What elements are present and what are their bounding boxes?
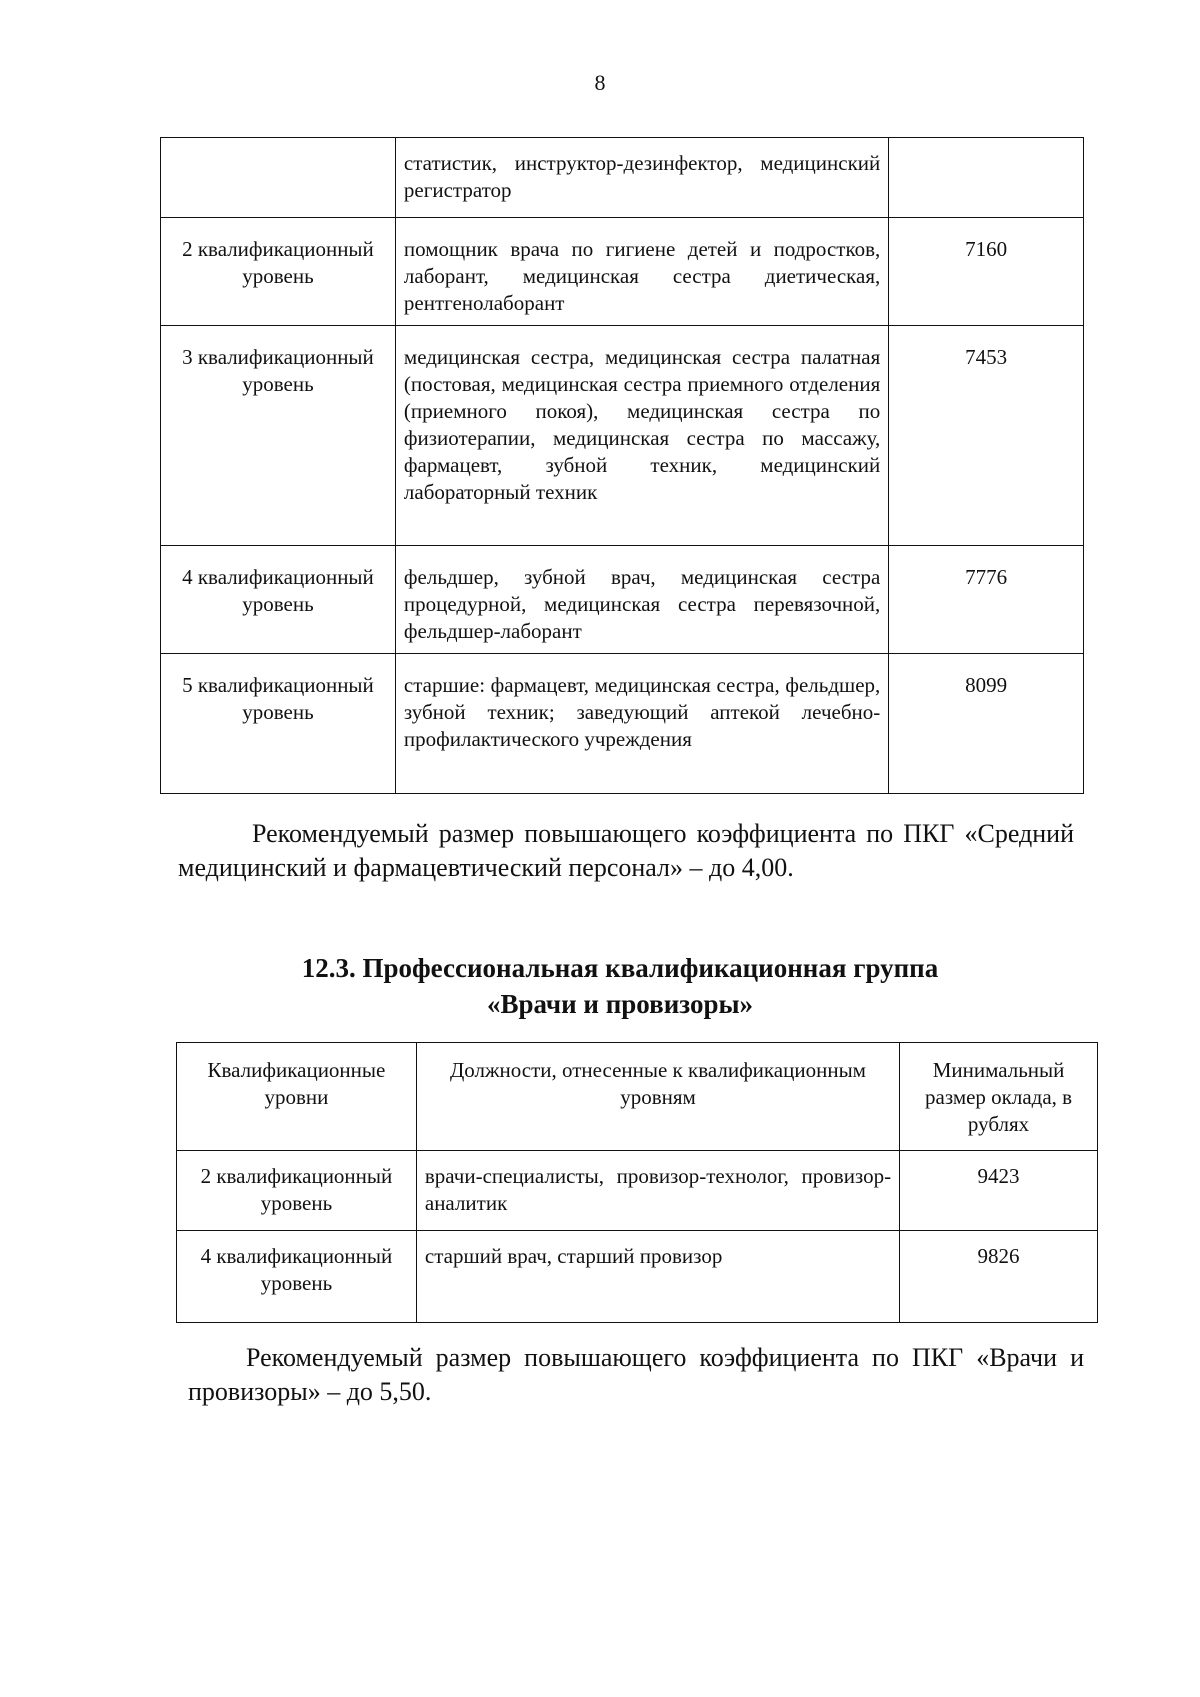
table-row (161, 546, 1084, 654)
section-heading: 12.3. Профессиональная квалификационная группа (301, 953, 939, 983)
header-positions: Должности, отнесенные к квалификационным уровням (416, 1043, 899, 1151)
table-row (161, 326, 1084, 546)
salary-cell: 8099 (889, 654, 1084, 794)
table-row (177, 1151, 1098, 1231)
table-row (161, 138, 1084, 218)
table-header-row (177, 1043, 1098, 1151)
section-subheading: «Врачи и провизоры» (486, 989, 754, 1019)
positions-table-nursing (160, 137, 1084, 794)
coefficient-paragraph-doctors: Рекомендуемый размер повышающего коэффициента по ПКГ «Врачи и провизоры» – до 5,50. (188, 1343, 1084, 1406)
header-salary: Минимальный размер оклада, в рублях (900, 1043, 1098, 1151)
coefficient-paragraph-nursing: Рекомендуемый размер повышающего коэффициента по ПКГ «Средний медицинский и фармацевтический персонал» – до 4,00. (178, 819, 1074, 882)
positions-cell: старший врач, старший провизор (416, 1231, 899, 1323)
positions-table-doctors (176, 1042, 1098, 1323)
salary-cell: 7453 (889, 326, 1084, 546)
salary-cell: 7776 (889, 546, 1084, 654)
page-number: 8 (594, 70, 606, 95)
positions-cell: медицинская сестра, медицинская сестра палатная (постовая, медицинская сестра приемного отделения (приемного покоя), медицинская сестра по физиотерапии, медицинская сестра по массажу, фармацевт, зубной техник, медицинский лабораторный техник (395, 326, 888, 546)
positions-cell: статистик, инструктор-дезинфектор, медицинский регистратор (395, 138, 888, 218)
positions-cell: помощник врача по гигиене детей и подростков, лаборант, медицинская сестра диетическая, рентгенолаборант (395, 218, 888, 326)
level-cell: 2 квалификационный уровень (161, 218, 396, 326)
level-cell: 4 квалификационный уровень (161, 546, 396, 654)
header-level: Квалификационные уровни (177, 1043, 417, 1151)
salary-cell: 9423 (900, 1151, 1098, 1231)
level-cell (161, 138, 396, 218)
level-cell: 2 квалификационный уровень (177, 1151, 417, 1231)
positions-cell: фельдшер, зубной врач, медицинская сестра процедурной, медицинская сестра перевязочной, фельдшер-лаборант (395, 546, 888, 654)
salary-cell (889, 138, 1084, 218)
positions-cell: старшие: фармацевт, медицинская сестра, фельдшер, зубной техник; заведующий аптекой лечебно-профилактического учреждения (395, 654, 888, 794)
table-row (161, 218, 1084, 326)
table-row (161, 654, 1084, 794)
level-cell: 3 квалификационный уровень (161, 326, 396, 546)
salary-cell: 7160 (889, 218, 1084, 326)
level-cell: 4 квалификационный уровень (177, 1231, 417, 1323)
level-cell: 5 квалификационный уровень (161, 654, 396, 794)
positions-cell: врачи-специалисты, провизор-технолог, провизор-аналитик (416, 1151, 899, 1231)
salary-cell: 9826 (900, 1231, 1098, 1323)
table-row (177, 1231, 1098, 1323)
